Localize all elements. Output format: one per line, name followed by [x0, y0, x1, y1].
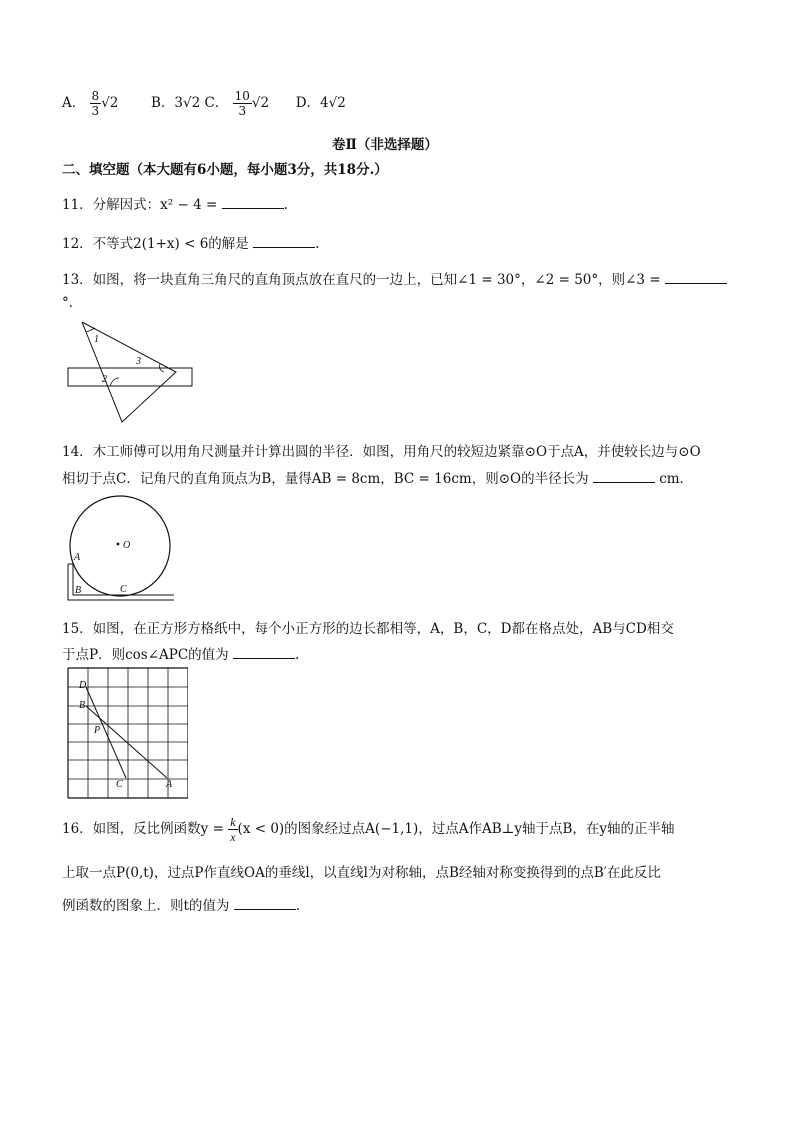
question-14-text: 14．木工师傅可以用角尺测量并计算出圆的半径．如图，用角尺的较短边紧靠⊙O于点A，并使较长边与⊙O	[62, 444, 701, 460]
option-c-radical: √2	[251, 95, 270, 111]
volume-title: 卷Ⅱ（非选择题）	[332, 137, 438, 153]
angle-arc-2	[110, 378, 119, 386]
question-15-text-2: 于点P．则cos∠APC的值为	[62, 647, 229, 663]
question-12-end: .	[315, 236, 320, 252]
label-d: D	[79, 680, 87, 691]
question-11-text: 11．分解因式：x² − 4 =	[62, 197, 218, 213]
answer-blank-13[interactable]	[665, 271, 727, 284]
answer-blank-15[interactable]	[233, 646, 295, 659]
question-11	[62, 193, 288, 213]
question-14-line2	[62, 467, 693, 487]
question-12	[62, 232, 319, 252]
label-b: B	[79, 700, 86, 711]
angle-label-1: 1	[94, 334, 99, 345]
question-14	[62, 440, 701, 460]
question-16-line2: 上取一点P(0,t)，过点P作直线OA的垂线l，以直线l为对称轴，点B经轴对称变换得到的点B′在此反比	[62, 865, 661, 881]
section-title: 二、填空题（本大题有6小题，每小题3分，共18分.）	[62, 162, 388, 178]
angle-arc-1	[86, 328, 95, 332]
question-15-text: 15．如图，在正方形方格纸中，每个小正方形的边长都相等，A，B，C，D都在格点处，AB与CD相交	[62, 621, 674, 637]
label-b: B	[75, 585, 82, 596]
label-c: C	[120, 584, 127, 595]
question-15-line2	[62, 643, 299, 663]
angle-label-2: 2	[102, 374, 107, 385]
question-16	[62, 812, 675, 846]
angle-label-3: 3	[136, 356, 141, 367]
question-16-line3	[62, 894, 300, 914]
question-14-text-2: 相切于点C．记角尺的直角顶点为B，量得AB = 8cm，BC = 16cm，则⊙O的半径长为	[62, 471, 589, 487]
question-15	[62, 617, 674, 637]
center-point	[117, 543, 120, 546]
answer-blank-11[interactable]	[222, 196, 284, 209]
option-d: D．4√2	[295, 95, 346, 111]
figure-15	[66, 666, 188, 802]
question-12-text: 12．不等式2(1+x) < 6的解是	[62, 236, 249, 252]
question-16-end: .	[295, 898, 301, 914]
q10-options	[62, 90, 346, 124]
question-13-text: 13．如图，将一块直角三角尺的直角顶点放在直尺的一边上，已知∠1 = 30°，∠2 = 50°，则∠3 =	[62, 272, 661, 288]
answer-blank-14[interactable]	[593, 470, 655, 483]
label-c: C	[116, 779, 123, 790]
label-a: A	[166, 779, 173, 790]
option-c-fraction: $\frac{10}{3}$	[234, 89, 250, 118]
question-11-end: .	[283, 197, 288, 213]
question-15-end: .	[294, 647, 300, 663]
figure-13	[64, 318, 200, 430]
function-fraction: $\frac{k}{x}$	[230, 815, 236, 844]
option-a-label: A．	[62, 95, 86, 111]
question-16-text: 16．如图，反比例函数y =	[62, 821, 224, 837]
option-a-radical: √2	[101, 95, 119, 111]
answer-blank-12[interactable]	[253, 235, 315, 248]
segment-cd	[86, 687, 126, 778]
question-13	[62, 268, 727, 288]
answer-blank-16[interactable]	[234, 897, 296, 910]
option-c-label: C．	[204, 95, 229, 111]
label-a: A	[74, 552, 81, 563]
option-b: B．3√2	[150, 95, 201, 111]
label-o: O	[123, 540, 131, 551]
question-13-line2: °．	[62, 295, 83, 311]
circle-o	[70, 496, 170, 596]
question-16-text-b: (x < 0)的图象经过点A(−1,1)，过点A作AB⊥y轴于点B，在y轴的正半轴	[237, 821, 675, 837]
question-16-text-3: 例函数的图象上．则t的值为	[62, 898, 230, 914]
label-p: P	[94, 725, 101, 736]
question-14-unit: cm．	[659, 471, 694, 487]
option-a-fraction: $\frac{8}{3}$	[91, 89, 100, 118]
figure-14	[62, 492, 178, 604]
